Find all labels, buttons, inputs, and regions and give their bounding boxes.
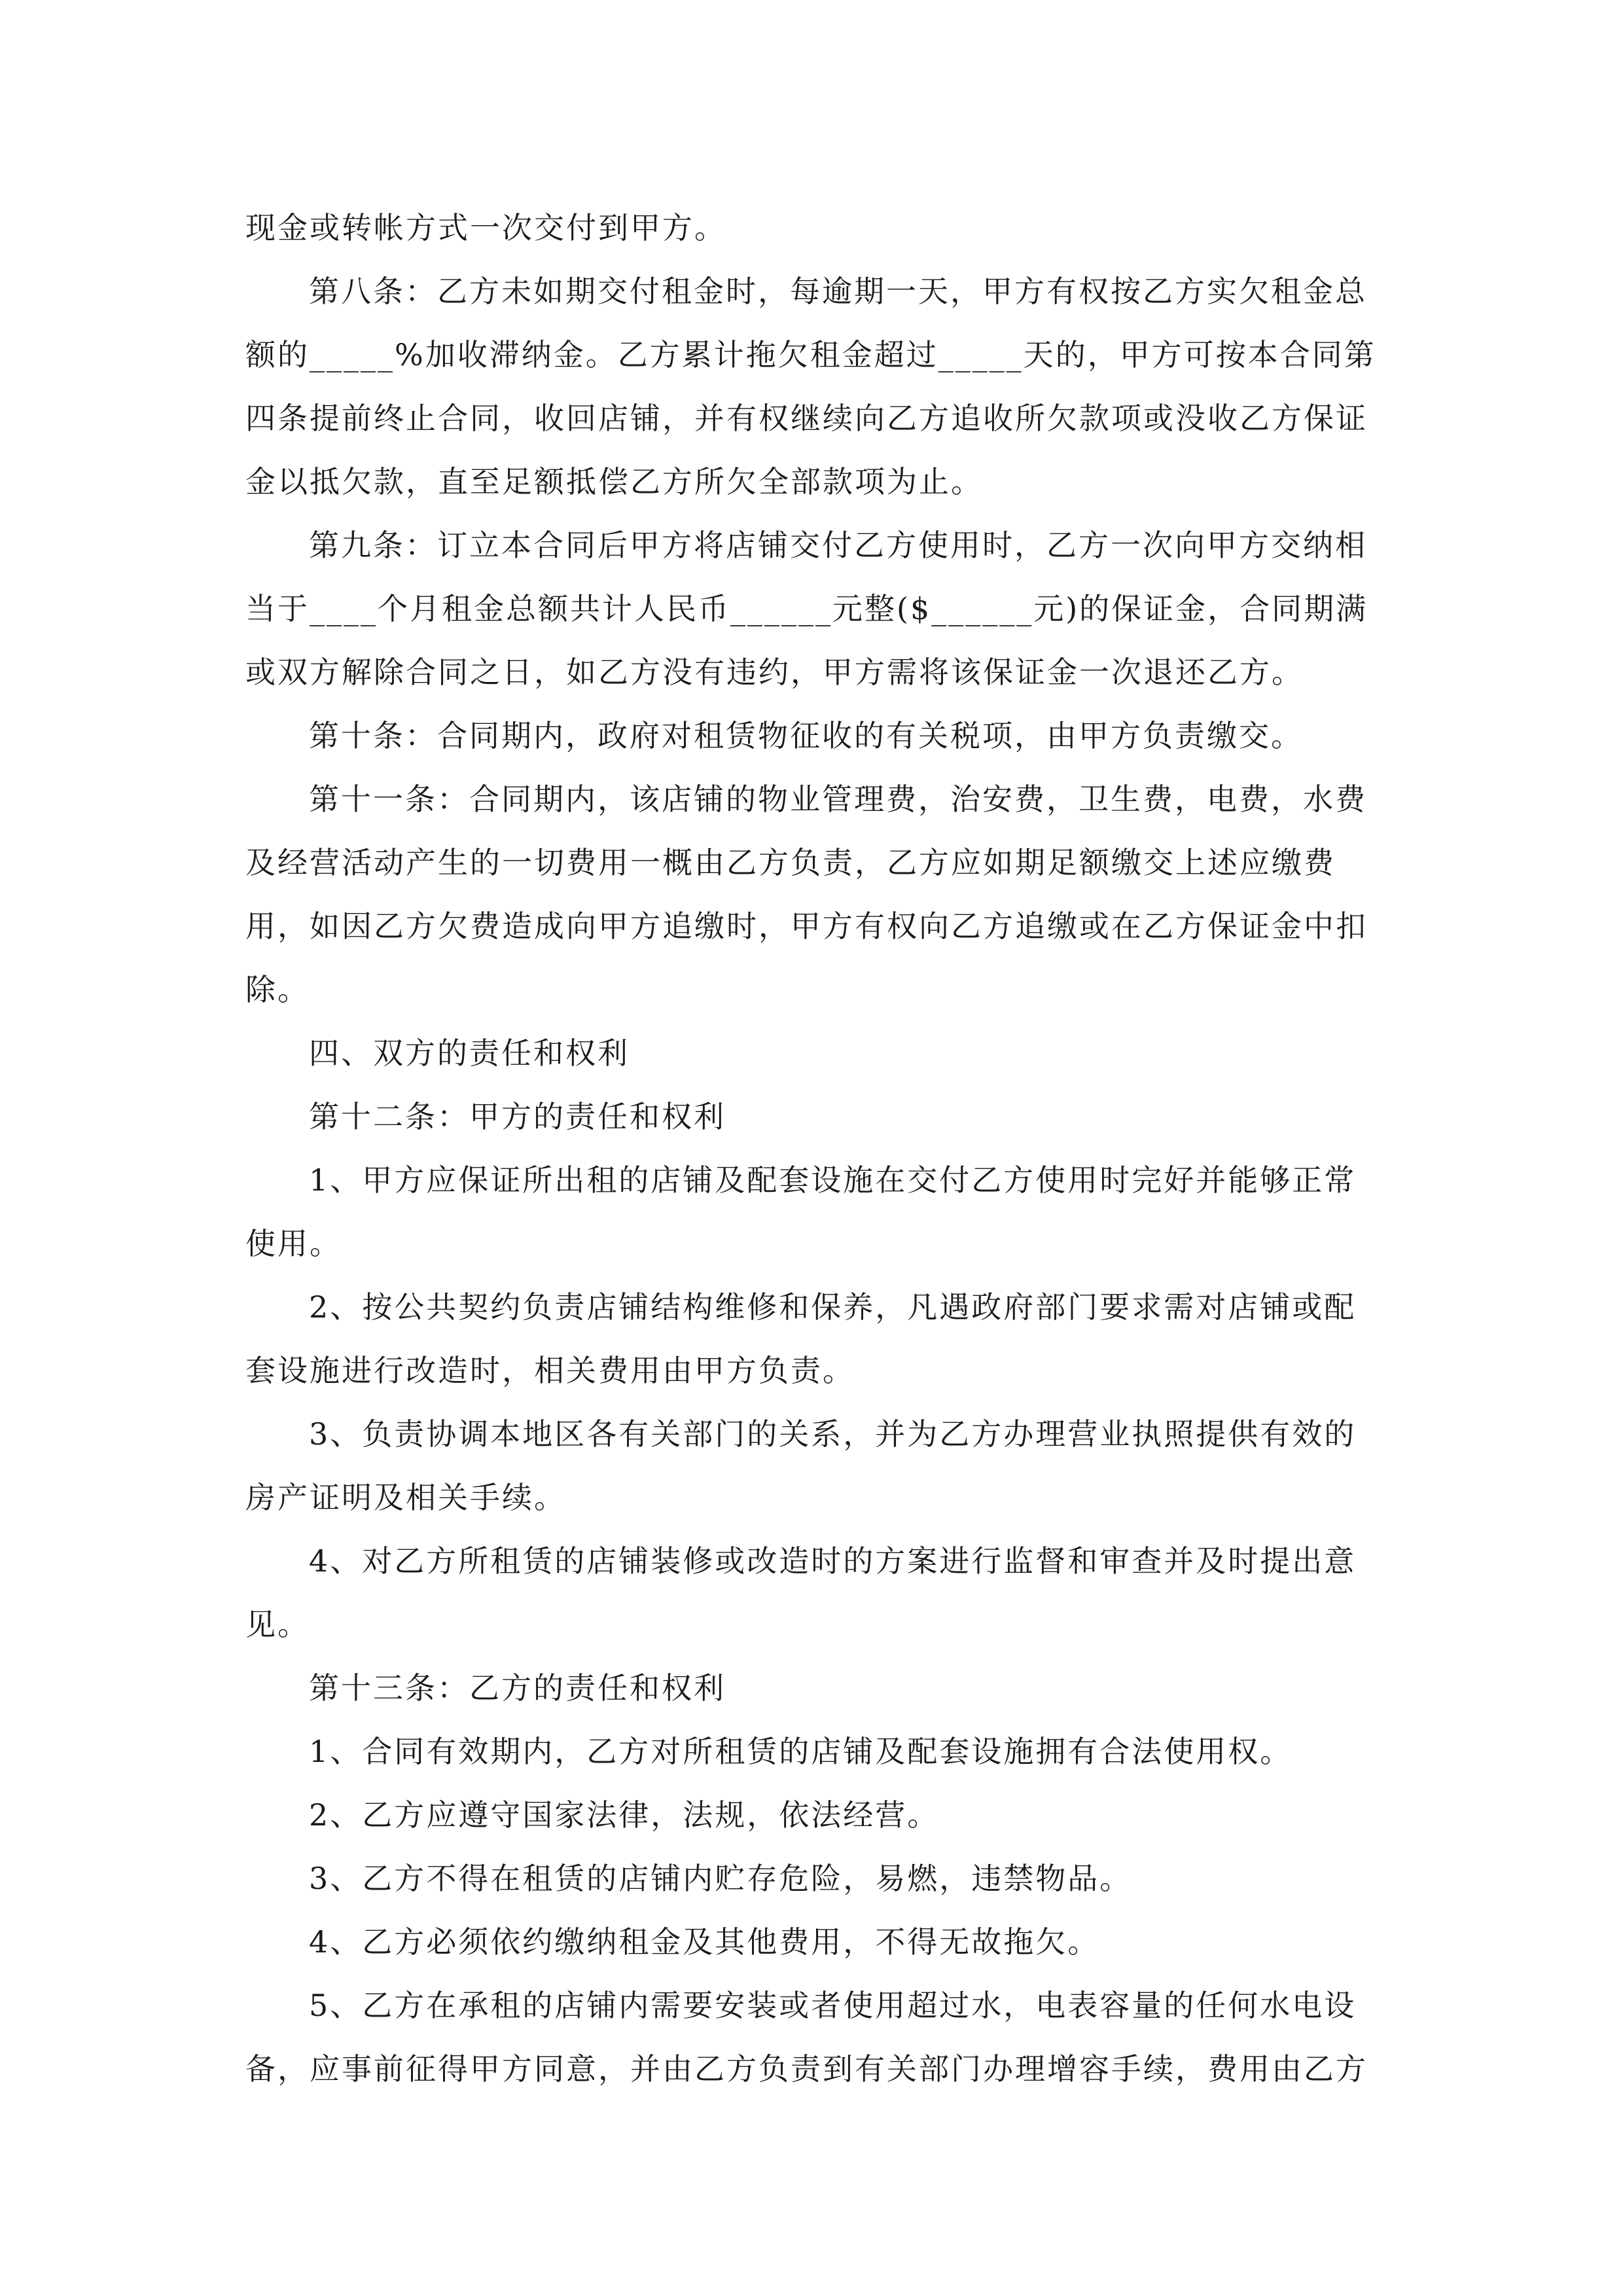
paragraph-article-13-item-4: 4、乙方必须依约缴纳租金及其他费用，不得无故拖欠。 [309, 1924, 1100, 1960]
paragraph-article-12-item-3: 3、负责协调本地区各有关部门的关系，并为乙方办理营业执照提供有效的房产证明及相关手续。 [245, 1416, 1357, 1515]
paragraph-article-11: 第十一条：合同期内，该店铺的物业管理费，治安费，卫生费，电费，水费及经营活动产生的一切费用一概由乙方负责，乙方应如期足额缴交上述应缴费用，如因乙方欠费造成向甲方追缴时，甲方有权向乙方追缴或在乙方保证金中扣除。 [245, 781, 1368, 1007]
paragraph-article-13-item-1: 1、合同有效期内，乙方对所租赁的店铺及配套设施拥有合法使用权。 [309, 1734, 1293, 1769]
paragraph-payment-method: 现金或转帐方式一次交付到甲方。 [245, 210, 726, 245]
paragraph-article-10: 第十条：合同期内，政府对租赁物征收的有关税项，由甲方负责缴交。 [309, 718, 1303, 753]
paragraph-article-12-item-2: 2、按公共契约负责店铺结构维修和保养，凡遇政府部门要求需对店铺或配套设施进行改造时，相关费用由甲方负责。 [245, 1289, 1357, 1388]
paragraph-article-12-heading: 第十二条：甲方的责任和权利 [309, 1099, 726, 1134]
paragraph-article-12-item-1: 1、甲方应保证所出租的店铺及配套设施在交付乙方使用时完好并能够正常使用。 [245, 1162, 1357, 1261]
paragraph-article-9: 第九条：订立本合同后甲方将店铺交付乙方使用时，乙方一次向甲方交纳相当于____个月租金总额共计人民币______元整($______元)的保证金，合同期满或双方解除合同之日，如乙方没有违约，甲方需将该保证金一次退还乙方。 [245, 528, 1368, 690]
section-heading-responsibilities: 四、双方的责任和权利 [309, 1035, 630, 1071]
paragraph-article-13-item-3: 3、乙方不得在租赁的店铺内贮存危险，易燃，违禁物品。 [309, 1861, 1132, 1896]
paragraph-article-13-item-5: 5、乙方在承租的店铺内需要安装或者使用超过水，电表容量的任何水电设备，应事前征得甲方同意，并由乙方负责到有关部门办理增容手续，费用由乙方 [245, 1988, 1368, 2087]
paragraph-article-13-heading: 第十三条：乙方的责任和权利 [309, 1670, 726, 1706]
paragraph-article-13-item-2: 2、乙方应遵守国家法律，法规，依法经营。 [309, 1797, 940, 1833]
paragraph-article-12-item-4: 4、对乙方所租赁的店铺装修或改造时的方案进行监督和审查并及时提出意见。 [245, 1543, 1357, 1642]
document-body [245, 196, 1387, 2101]
paragraph-article-8: 第八条：乙方未如期交付租金时，每逾期一天，甲方有权按乙方实欠租金总额的_____%加收滞纳金。乙方累计拖欠租金超过_____天的，甲方可按本合同第四条提前终止合同，收回店铺，并有权继续向乙方追收所欠款项或没收乙方保证金以抵欠款，直至足额抵偿乙方所欠全部款项为止。 [245, 274, 1376, 499]
